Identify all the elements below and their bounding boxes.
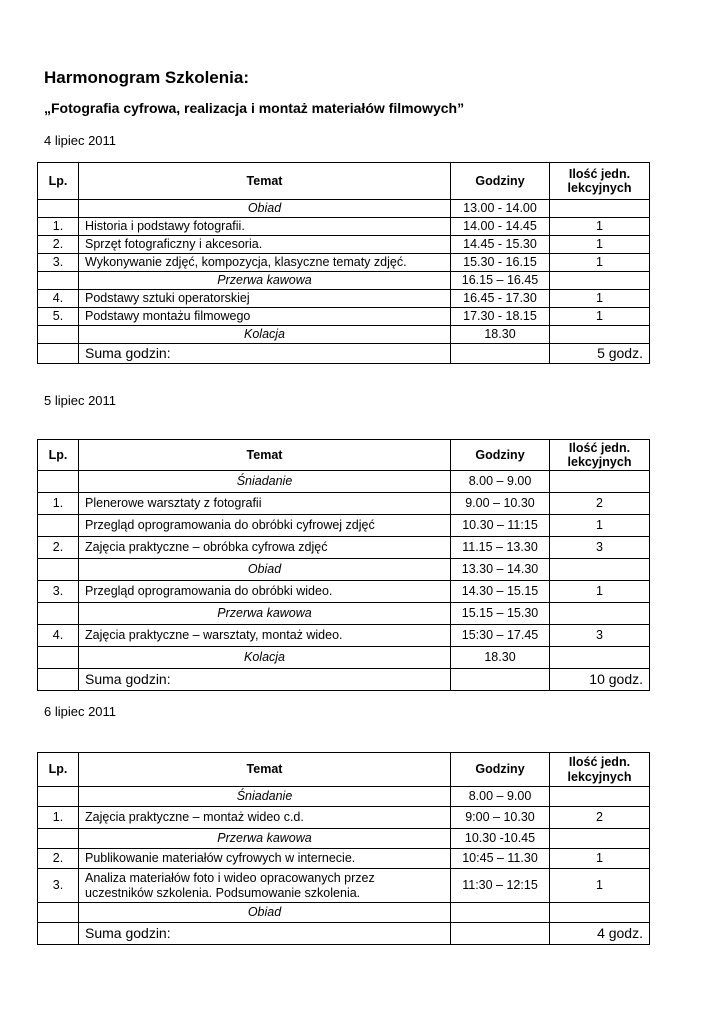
hours-cell: 15.30 - 16.15: [451, 254, 550, 272]
sum-empty-cell: [38, 344, 79, 364]
hours-cell: 14.45 - 15.30: [451, 236, 550, 254]
header-hours: Godziny: [451, 753, 550, 787]
table-row: [38, 236, 650, 254]
header-topic: Temat: [79, 163, 451, 200]
day-date: 4 lipiec 2011: [44, 133, 117, 148]
table-body: [38, 787, 650, 923]
topic-cell: Zajęcia praktyczne – warsztaty, montaż wideo.: [79, 625, 451, 647]
table-row: [38, 308, 650, 326]
row-number: 3.: [38, 869, 79, 903]
page-title: Harmonogram Szkolenia:: [44, 68, 249, 87]
break-label: Przerwa kawowa: [79, 829, 451, 849]
units-cell: 2: [550, 493, 650, 515]
hours-cell: 10:45 – 11.30: [451, 849, 550, 869]
hours-cell: 18.30: [451, 326, 550, 344]
units-cell: 3: [550, 625, 650, 647]
header-lp: Lp.: [38, 163, 79, 200]
topic-cell: Przegląd oprogramowania do obróbki wideo.: [79, 581, 451, 603]
hours-cell: 17.30 - 18.15: [451, 308, 550, 326]
topic-cell: Wykonywanie zdjęć, kompozycja, klasyczne tematy zdjęć.: [79, 254, 451, 272]
row-number: 2.: [38, 537, 79, 559]
hours-cell: 9:00 – 10.30: [451, 807, 550, 829]
topic-cell: Zajęcia praktyczne – obróbka cyfrowa zdjęć: [79, 537, 451, 559]
table-row: [38, 625, 650, 647]
row-number: 1.: [38, 807, 79, 829]
sum-label: Suma godzin:: [79, 923, 451, 945]
row-number: 1.: [38, 493, 79, 515]
hours-cell: 11:30 – 12:15: [451, 869, 550, 903]
units-cell: [550, 200, 650, 218]
schedule-table-day-1: [37, 162, 650, 364]
table-row: [38, 849, 650, 869]
row-number: [38, 559, 79, 581]
break-row: [38, 272, 650, 290]
row-number: [38, 471, 79, 493]
sum-value: 10 godz.: [550, 669, 650, 691]
row-number: 2.: [38, 236, 79, 254]
topic-cell: Podstawy sztuki operatorskiej: [79, 290, 451, 308]
table-row: [38, 807, 650, 829]
units-cell: [550, 903, 650, 923]
units-cell: 1: [550, 849, 650, 869]
row-number: [38, 647, 79, 669]
topic-cell: Historia i podstawy fotografii.: [79, 218, 451, 236]
day-date: 6 lipiec 2011: [44, 704, 117, 719]
units-cell: [550, 326, 650, 344]
table-body: [38, 200, 650, 344]
units-cell: [550, 647, 650, 669]
break-row: [38, 471, 650, 493]
sum-row: [38, 923, 650, 945]
hours-cell: 11.15 – 13.30: [451, 537, 550, 559]
header-lp: Lp.: [38, 753, 79, 787]
row-number: [38, 326, 79, 344]
topic-cell: Sprzęt fotograficzny i akcesoria.: [79, 236, 451, 254]
row-number: [38, 829, 79, 849]
hours-cell: 15.15 – 15.30: [451, 603, 550, 625]
hours-cell: 8.00 – 9.00: [451, 471, 550, 493]
sum-empty-cell: [451, 669, 550, 691]
table-row: [38, 515, 650, 537]
table-row: [38, 290, 650, 308]
hours-cell: 13.00 - 14.00: [451, 200, 550, 218]
header-units: Ilość jedn. lekcyjnych: [550, 440, 650, 471]
hours-cell: 8.00 – 9.00: [451, 787, 550, 807]
sum-empty-cell: [451, 344, 550, 364]
topic-cell: Przegląd oprogramowania do obróbki cyfrowej zdjęć: [79, 515, 451, 537]
row-number: 4.: [38, 290, 79, 308]
sum-value: 5 godz.: [550, 344, 650, 364]
topic-cell: Plenerowe warsztaty z fotografii: [79, 493, 451, 515]
table-row: [38, 493, 650, 515]
table-header-row: [38, 163, 650, 200]
sum-empty-cell: [451, 923, 550, 945]
break-label: Kolacja: [79, 647, 451, 669]
hours-cell: 14.00 - 14.45: [451, 218, 550, 236]
units-cell: 2: [550, 807, 650, 829]
break-row: [38, 200, 650, 218]
table-row: [38, 537, 650, 559]
table-row: [38, 218, 650, 236]
row-number: 5.: [38, 308, 79, 326]
row-number: [38, 903, 79, 923]
sum-row: [38, 669, 650, 691]
table-header-row: [38, 753, 650, 787]
hours-cell: 15:30 – 17.45: [451, 625, 550, 647]
units-cell: 1: [550, 869, 650, 903]
row-number: [38, 515, 79, 537]
table-row: [38, 581, 650, 603]
hours-cell: 16.15 – 16.45: [451, 272, 550, 290]
hours-cell: 13.30 – 14.30: [451, 559, 550, 581]
topic-cell: Podstawy montażu filmowego: [79, 308, 451, 326]
break-label: Przerwa kawowa: [79, 272, 451, 290]
row-number: 3.: [38, 581, 79, 603]
hours-cell: 9.00 – 10.30: [451, 493, 550, 515]
units-cell: [550, 559, 650, 581]
row-number: [38, 787, 79, 807]
break-row: [38, 647, 650, 669]
units-cell: [550, 787, 650, 807]
break-row: [38, 903, 650, 923]
sum-value: 4 godz.: [550, 923, 650, 945]
units-cell: [550, 603, 650, 625]
units-cell: 1: [550, 236, 650, 254]
row-number: 1.: [38, 218, 79, 236]
sum-label: Suma godzin:: [79, 344, 451, 364]
break-label: Obiad: [79, 200, 451, 218]
units-cell: 1: [550, 515, 650, 537]
units-cell: 1: [550, 290, 650, 308]
hours-cell: 10.30 – 11:15: [451, 515, 550, 537]
header-topic: Temat: [79, 440, 451, 471]
units-cell: [550, 272, 650, 290]
schedule-table-day-3: [37, 752, 650, 945]
break-row: [38, 603, 650, 625]
sum-empty-cell: [38, 669, 79, 691]
hours-cell: 16.45 - 17.30: [451, 290, 550, 308]
break-label: Śniadanie: [79, 787, 451, 807]
units-cell: 1: [550, 254, 650, 272]
row-number: 2.: [38, 849, 79, 869]
units-cell: 1: [550, 581, 650, 603]
break-label: Obiad: [79, 559, 451, 581]
break-label: Śniadanie: [79, 471, 451, 493]
break-row: [38, 829, 650, 849]
header-topic: Temat: [79, 753, 451, 787]
break-row: [38, 559, 650, 581]
topic-cell: Publikowanie materiałów cyfrowych w internecie.: [79, 849, 451, 869]
units-cell: [550, 829, 650, 849]
units-cell: [550, 471, 650, 493]
header-units: Ilość jedn. lekcyjnych: [550, 163, 650, 200]
table-row: [38, 869, 650, 903]
hours-cell: 18.30: [451, 647, 550, 669]
units-cell: 3: [550, 537, 650, 559]
table-row: [38, 254, 650, 272]
day-date: 5 lipiec 2011: [44, 393, 117, 408]
hours-cell: 14.30 – 15.15: [451, 581, 550, 603]
break-label: Przerwa kawowa: [79, 603, 451, 625]
page-subtitle: „Fotografia cyfrowa, realizacja i montaż materiałów filmowych”: [44, 100, 465, 116]
header-hours: Godziny: [451, 440, 550, 471]
table-body: [38, 471, 650, 669]
hours-cell: [451, 903, 550, 923]
header-hours: Godziny: [451, 163, 550, 200]
header-units: Ilość jedn. lekcyjnych: [550, 753, 650, 787]
hours-cell: 10.30 -10.45: [451, 829, 550, 849]
break-label: Obiad: [79, 903, 451, 923]
schedule-table-day-2: [37, 439, 650, 691]
sum-empty-cell: [38, 923, 79, 945]
break-row: [38, 326, 650, 344]
units-cell: 1: [550, 308, 650, 326]
row-number: [38, 200, 79, 218]
table-header-row: [38, 440, 650, 471]
header-lp: Lp.: [38, 440, 79, 471]
topic-cell: Zajęcia praktyczne – montaż wideo c.d.: [79, 807, 451, 829]
break-label: Kolacja: [79, 326, 451, 344]
row-number: [38, 272, 79, 290]
sum-label: Suma godzin:: [79, 669, 451, 691]
sum-row: [38, 344, 650, 364]
row-number: 4.: [38, 625, 79, 647]
topic-cell: Analiza materiałów foto i wideo opracowanych przez uczestników szkolenia. Podsumowanie szkolenia.: [79, 869, 451, 903]
row-number: 3.: [38, 254, 79, 272]
row-number: [38, 603, 79, 625]
units-cell: 1: [550, 218, 650, 236]
break-row: [38, 787, 650, 807]
